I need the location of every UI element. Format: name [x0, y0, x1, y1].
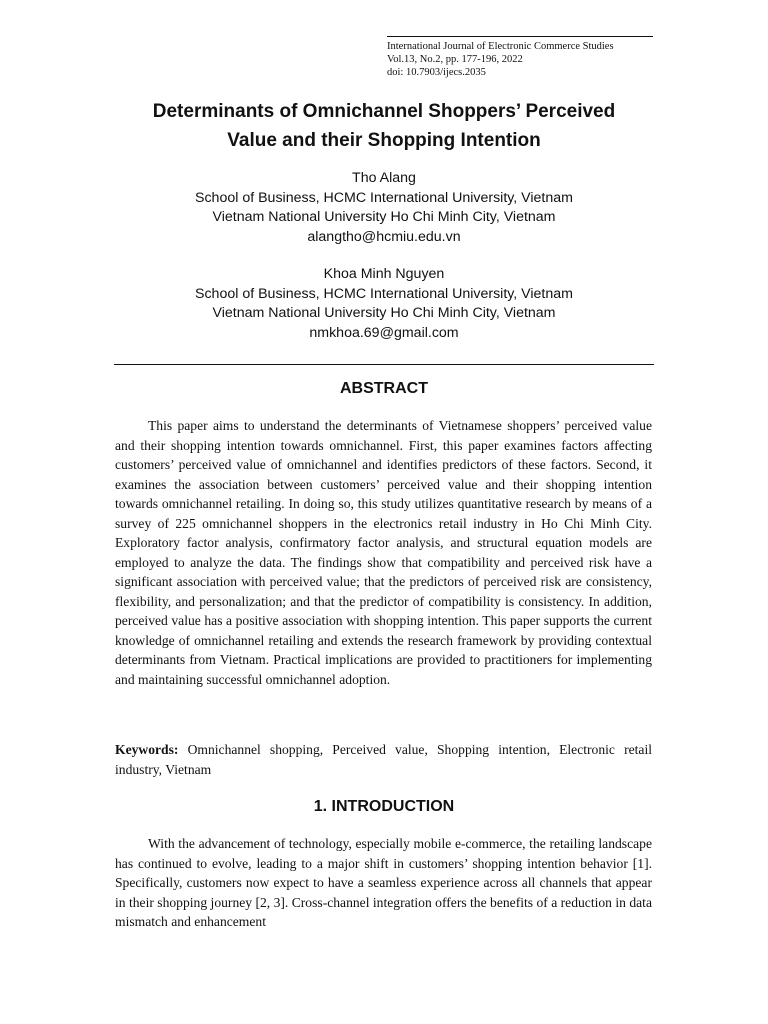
author-block-2	[100, 265, 668, 343]
journal-header	[387, 36, 653, 79]
author-affiliation: School of Business, HCMC International University, Vietnam	[195, 285, 573, 302]
author-block-1	[100, 169, 668, 247]
abstract-body: This paper aims to understand the determinants of Vietnamese shoppers’ perceived value and their shopping intention towards omnichannel. First, this paper examines factors affecting customers’ perceived value of omnichannel and identifies predictors of these factors. Second, it examines the association between customers’ perceived value and their shopping intention towards omnichannel retailing. In doing so, this study utilizes quantitative research by means of a survey of 225 omnichannel shoppers in the electronics retail industry in Ho Chi Minh City. Exploratory factor analysis, confirmatory factor analysis, and structural equation models are employed to analyze the data. The findings show that compatibility and perceived risk have a significant association with perceived value; that the predictors of perceived risk are consistency, flexibility, and personalization; and that the predictor of compatibility is consistency. In addition, perceived value has a positive association with shopping intention. This paper supports the current knowledge of omnichannel retailing and extends the research framework by providing contextual determinants from Vietnam. Practical implications are provided to practitioners for implementing and maintaining successful omnichannel adoption.	[115, 418, 652, 687]
keywords-text: Omnichannel shopping, Perceived value, Shopping intention, Electronic retail industry, Vietnam	[115, 742, 652, 777]
author-name: Khoa Minh Nguyen	[323, 266, 445, 282]
title-line-1: Determinants of Omnichannel Shoppers’ Perceived	[152, 101, 616, 122]
paper-title	[100, 97, 668, 155]
abstract-heading: ABSTRACT	[340, 380, 428, 397]
author-name: Tho Alang	[352, 170, 416, 186]
author-email: alangtho@hcmiu.edu.vn	[307, 228, 461, 245]
journal-name: International Journal of Electronic Commerce Studies	[387, 41, 614, 52]
keywords-label: Keywords:	[115, 742, 179, 757]
introduction-body: With the advancement of technology, especially mobile e-commerce, the retailing landscape has continued to evolve, leading to a major shift in customers’ shopping intention behavior [1]. Specifically, customers now expect to have a seamless experience across all channels that appear in their shopping journey [2, 3]. Cross-channel integration offers the benefits of a reduction in data mismatch and enhancement	[115, 836, 652, 929]
author-affiliation: Vietnam National University Ho Chi Minh City, Vietnam	[212, 209, 556, 226]
author-email: nmkhoa.69@gmail.com	[309, 324, 459, 341]
author-affiliation: Vietnam National University Ho Chi Minh City, Vietnam	[212, 305, 556, 322]
keywords	[115, 740, 652, 779]
journal-volume: Vol.13, No.2, pp. 177-196, 2022	[387, 54, 523, 65]
section-divider	[114, 364, 654, 365]
journal-doi: doi: 10.7903/ijecs.2035	[387, 67, 486, 78]
introduction-heading: 1. INTRODUCTION	[313, 798, 455, 815]
title-line-2: Value and their Shopping Intention	[227, 130, 541, 151]
author-affiliation: School of Business, HCMC International University, Vietnam	[195, 189, 573, 206]
